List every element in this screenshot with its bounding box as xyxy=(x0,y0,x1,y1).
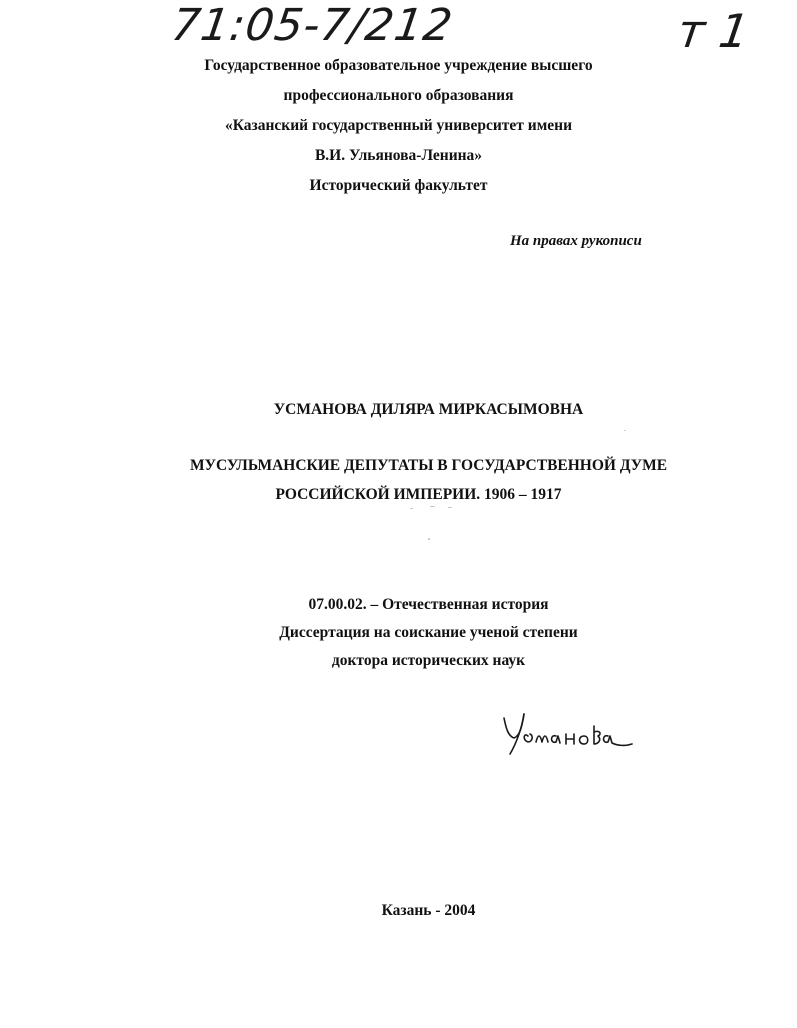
author-signature xyxy=(494,706,634,762)
degree-line-2: доктора исторических наук xyxy=(331,652,526,669)
author-name: УСМАНОВА ДИЛЯРА МИРКАСЫМОВНА xyxy=(273,401,584,418)
institution-line-3: «Казанский государственный университет имени xyxy=(224,117,573,134)
scan-speck xyxy=(410,508,413,509)
scan-speck xyxy=(428,538,430,540)
handwritten-volume-mark: т 1 xyxy=(674,4,753,58)
specialty-code: 07.00.02. – Отечественная история xyxy=(308,596,549,613)
scan-speck xyxy=(624,430,626,431)
place-and-year: Казань - 2004 xyxy=(381,902,476,919)
institution-line-1: Государственное образовательное учреждение высшего xyxy=(204,57,593,74)
institution-line-2: профессионального образования xyxy=(283,87,514,104)
institution-line-4: В.И. Ульянова-Ленина» xyxy=(314,147,483,164)
degree-line-1: Диссертация на соискание ученой степени xyxy=(279,624,578,641)
scan-speck xyxy=(430,506,435,507)
manuscript-rights-note: На правах рукописи xyxy=(510,233,642,249)
faculty: Исторический факультет xyxy=(309,177,488,194)
handwritten-archive-number: 71:05-7/212 xyxy=(168,0,457,51)
thesis-title-line-1: МУСУЛЬМАНСКИЕ ДЕПУТАТЫ В ГОСУДАРСТВЕННОЙ ДУМЕ xyxy=(189,457,668,474)
scan-speck xyxy=(448,507,452,508)
thesis-title-line-2: РОССИЙСКОЙ ИМПЕРИИ. 1906 – 1917 xyxy=(275,486,562,503)
